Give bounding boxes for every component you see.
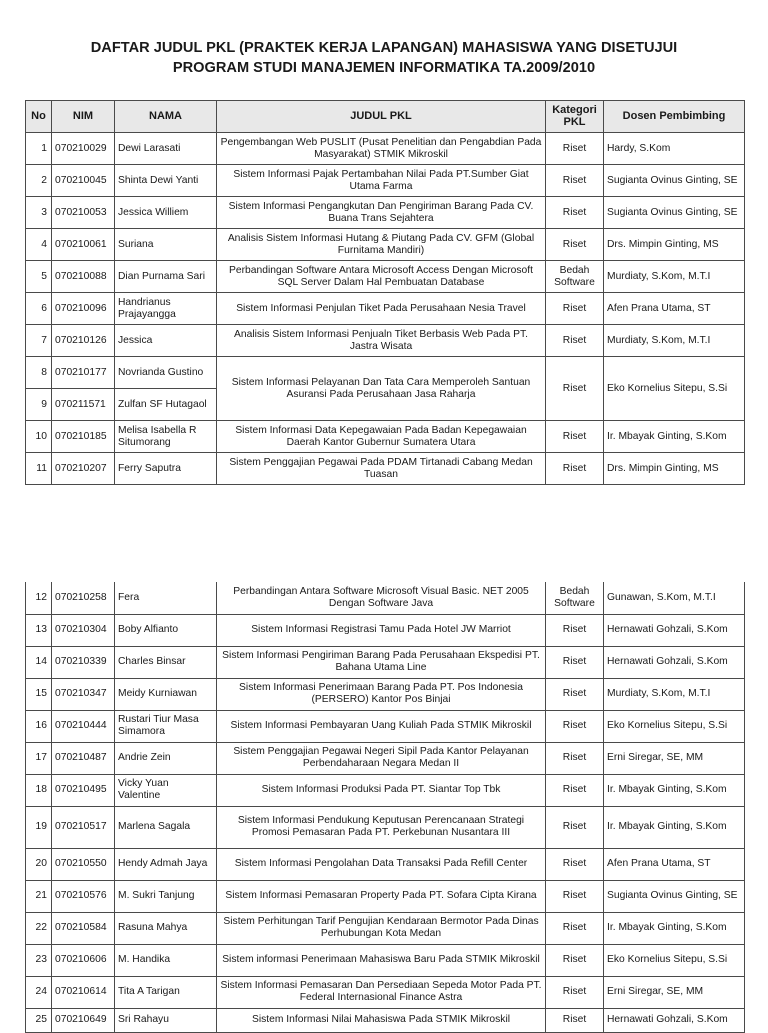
title-line-1: DAFTAR JUDUL PKL (PRAKTEK KERJA LAPANGAN) MAHASISWA YANG DISETUJUI: [90, 40, 678, 56]
row-nama: Dewi Larasati: [115, 133, 217, 165]
row-nim: 070210487: [52, 742, 115, 774]
row-nim: 070210444: [52, 710, 115, 742]
row-nim: 070210606: [52, 944, 115, 976]
row-kategori: Riset: [546, 646, 604, 678]
row-kategori: Riset: [546, 1008, 604, 1032]
row-kategori: Riset: [546, 880, 604, 912]
row-judul: Sistem Informasi Pengiriman Barang Pada Perusahaan Ekspedisi PT. Bahana Utama Line: [217, 646, 546, 678]
row-number: 20: [26, 848, 52, 880]
row-kategori: Riset: [546, 614, 604, 646]
table-row: [26, 229, 745, 261]
row-kategori: Riset: [546, 325, 604, 357]
row-nim: 070210550: [52, 848, 115, 880]
table-header-row: [26, 101, 745, 133]
row-kategori: Riset: [546, 742, 604, 774]
table-row: [26, 133, 745, 165]
row-nama: Melisa Isabella R Situmorang: [115, 421, 217, 453]
row-judul: Sistem Informasi Nilai Mahasiswa Pada STMIK Mikroskil: [217, 1008, 546, 1032]
row-kategori: Bedah Software: [546, 582, 604, 614]
row-nama: M. Sukri Tanjung: [115, 880, 217, 912]
table-row: [26, 582, 745, 614]
row-nim: 070210517: [52, 806, 115, 848]
row-dosen: Ir. Mbayak Ginting, S.Kom: [604, 806, 745, 848]
row-nim: 070210584: [52, 912, 115, 944]
row-dosen: Hernawati Gohzali, S.Kom: [604, 646, 745, 678]
row-judul: Pengembangan Web PUSLIT (Pusat Penelitian dan Pengabdian Pada Masyarakat) STMIK Mikroskil: [217, 133, 546, 165]
row-nama: Sri Rahayu: [115, 1008, 217, 1032]
table-row: [26, 710, 745, 742]
row-kategori: Riset: [546, 912, 604, 944]
row-judul: Sistem Penggajian Pegawai Negeri Sipil Pada Kantor Pelayanan Perbendaharaan Negara Medan II: [217, 742, 546, 774]
row-nama: Rasuna Mahya: [115, 912, 217, 944]
row-dosen: Ir. Mbayak Ginting, S.Kom: [604, 421, 745, 453]
row-nama: Ferry Saputra: [115, 453, 217, 485]
table-row: [26, 944, 745, 976]
row-nim: 070210185: [52, 421, 115, 453]
row-judul: Sistem Penggajian Pegawai Pada PDAM Tirtanadi Cabang Medan Tuasan: [217, 453, 546, 485]
row-nama: Vicky Yuan Valentine: [115, 774, 217, 806]
table-row: [26, 421, 745, 453]
table-row: [26, 912, 745, 944]
row-dosen: Drs. Mimpin Ginting, MS: [604, 453, 745, 485]
row-kategori: Riset: [546, 293, 604, 325]
row-dosen: Sugianta Ovinus Ginting, SE: [604, 880, 745, 912]
row-number: 14: [26, 646, 52, 678]
row-nim: 070210126: [52, 325, 115, 357]
row-number: 10: [26, 421, 52, 453]
row-nim: 070210649: [52, 1008, 115, 1032]
row-judul: Sistem Informasi Registrasi Tamu Pada Hotel JW Marriot: [217, 614, 546, 646]
row-nama: Boby Alfianto: [115, 614, 217, 646]
row-kategori: Riset: [546, 421, 604, 453]
row-dosen: Sugianta Ovinus Ginting, SE: [604, 197, 745, 229]
row-nama: Shinta Dewi Yanti: [115, 165, 217, 197]
row-kategori: Bedah Software: [546, 261, 604, 293]
row-number: 15: [26, 678, 52, 710]
pkl-table-page-2: [25, 582, 745, 1033]
row-judul: Sistem Perhitungan Tarif Pengujian Kendaraan Bermotor Pada Dinas Perhubungan Kota Medan: [217, 912, 546, 944]
row-number: 13: [26, 614, 52, 646]
row-number: 6: [26, 293, 52, 325]
row-judul: Sistem Informasi Pengolahan Data Transaksi Pada Refill Center: [217, 848, 546, 880]
table-row: [26, 742, 745, 774]
row-dosen: Eko Kornelius Sitepu, S.Si: [604, 357, 745, 421]
row-kategori: Riset: [546, 453, 604, 485]
row-judul: Analisis Sistem Informasi Penjualn Tiket Berbasis Web Pada PT. Jastra Wisata: [217, 325, 546, 357]
row-nim: 070210045: [52, 165, 115, 197]
row-judul: Sistem Informasi Pajak Pertambahan Nilai Pada PT.Sumber Giat Utama Farma: [217, 165, 546, 197]
table-row: [26, 614, 745, 646]
row-judul: Sistem Informasi Pembayaran Uang Kuliah Pada STMIK Mikroskil: [217, 710, 546, 742]
document-title: [0, 38, 768, 78]
row-number: 3: [26, 197, 52, 229]
row-number: 11: [26, 453, 52, 485]
table-row: [26, 848, 745, 880]
row-nama: Zulfan SF Hutagaol: [115, 389, 217, 421]
row-nim: 070210207: [52, 453, 115, 485]
row-number: 19: [26, 806, 52, 848]
row-dosen: Erni Siregar, SE, MM: [604, 742, 745, 774]
row-judul: Analisis Sistem Informasi Hutang & Piutang Pada CV. GFM (Global Furnitama Mandiri): [217, 229, 546, 261]
row-nama: Novrianda Gustino: [115, 357, 217, 389]
row-nim: 070210258: [52, 582, 115, 614]
table-row: [26, 774, 745, 806]
row-number: 25: [26, 1008, 52, 1032]
row-number: 22: [26, 912, 52, 944]
row-nim: 070210061: [52, 229, 115, 261]
row-judul: Sistem Informasi Pemasaran Property Pada PT. Sofara Cipta Kirana: [217, 880, 546, 912]
row-nama: Andrie Zein: [115, 742, 217, 774]
row-number: 18: [26, 774, 52, 806]
row-dosen: Eko Kornelius Sitepu, S.Si: [604, 710, 745, 742]
row-dosen: Drs. Mimpin Ginting, MS: [604, 229, 745, 261]
row-nama: M. Handika: [115, 944, 217, 976]
row-judul: Sistem Informasi Pengangkutan Dan Pengiriman Barang Pada CV. Buana Trans Sejahtera: [217, 197, 546, 229]
row-number: 4: [26, 229, 52, 261]
row-nama: Hendy Admah Jaya: [115, 848, 217, 880]
row-dosen: Hardy, S.Kom: [604, 133, 745, 165]
row-dosen: Eko Kornelius Sitepu, S.Si: [604, 944, 745, 976]
row-nama: Suriana: [115, 229, 217, 261]
row-nim: 070210576: [52, 880, 115, 912]
row-nama: Marlena Sagala: [115, 806, 217, 848]
row-number: 24: [26, 976, 52, 1008]
row-nim: 070210495: [52, 774, 115, 806]
row-kategori: Riset: [546, 229, 604, 261]
table-row: [26, 646, 745, 678]
header-nim: NIM: [52, 101, 115, 133]
pkl-table-page-1: [25, 100, 745, 485]
row-judul: Sistem Informasi Pelayanan Dan Tata Cara Memperoleh Santuan Asuransi Pada Perusahaan Jasa Raharja: [217, 357, 546, 421]
row-dosen: Ir. Mbayak Ginting, S.Kom: [604, 774, 745, 806]
row-nim: 070210304: [52, 614, 115, 646]
row-kategori: Riset: [546, 710, 604, 742]
table-row: [26, 325, 745, 357]
row-judul: Sistem Informasi Produksi Pada PT. Siantar Top Tbk: [217, 774, 546, 806]
row-nama: Charles Binsar: [115, 646, 217, 678]
row-dosen: Murdiaty, S.Kom, M.T.I: [604, 261, 745, 293]
table-row: [26, 976, 745, 1008]
table-row: [26, 197, 745, 229]
row-kategori: Riset: [546, 165, 604, 197]
row-number: 7: [26, 325, 52, 357]
table-row: [26, 1008, 745, 1032]
row-number: 23: [26, 944, 52, 976]
row-nama: Dian Purnama Sari: [115, 261, 217, 293]
row-nim: 070211571: [52, 389, 115, 421]
row-kategori: Riset: [546, 133, 604, 165]
row-number: 12: [26, 582, 52, 614]
row-number: 2: [26, 165, 52, 197]
row-kategori: Riset: [546, 976, 604, 1008]
header-judul: JUDUL PKL: [217, 101, 546, 133]
row-dosen: Hernawati Gohzali, S.Kom: [604, 614, 745, 646]
row-judul: Sistem Informasi Pendukung Keputusan Perencanaan Strategi Promosi Pemasaran Pada PT. Perkebunan Nusantara III: [217, 806, 546, 848]
row-number: 8: [26, 357, 52, 389]
row-dosen: Erni Siregar, SE, MM: [604, 976, 745, 1008]
row-dosen: Afen Prana Utama, ST: [604, 293, 745, 325]
row-kategori: Riset: [546, 944, 604, 976]
row-kategori: Riset: [546, 774, 604, 806]
row-kategori: Riset: [546, 197, 604, 229]
row-nama: Fera: [115, 582, 217, 614]
row-nim: 070210339: [52, 646, 115, 678]
row-nama: Jessica Williem: [115, 197, 217, 229]
table-row: [26, 453, 745, 485]
header-kategori: Kategori PKL: [546, 101, 604, 133]
row-nama: Handrianus Prajayangga: [115, 293, 217, 325]
row-nim: 070210177: [52, 357, 115, 389]
row-judul: Perbandingan Software Antara Microsoft Access Dengan Microsoft SQL Server Dalam Hal Pembuatan Database: [217, 261, 546, 293]
row-judul: Sistem informasi Penerimaan Mahasiswa Baru Pada STMIK Mikroskil: [217, 944, 546, 976]
row-nama: Rustari Tiur Masa Simamora: [115, 710, 217, 742]
row-dosen: Hernawati Gohzali, S.Kom: [604, 1008, 745, 1032]
row-nama: Meidy Kurniawan: [115, 678, 217, 710]
row-number: 16: [26, 710, 52, 742]
table-row: [26, 165, 745, 197]
table-row: [26, 261, 745, 293]
row-kategori: Riset: [546, 806, 604, 848]
row-nim: 070210096: [52, 293, 115, 325]
row-judul: Sistem Informasi Pemasaran Dan Persediaan Sepeda Motor Pada PT. Federal Internasional Finance Astra: [217, 976, 546, 1008]
row-number: 9: [26, 389, 52, 421]
row-dosen: Gunawan, S.Kom, M.T.I: [604, 582, 745, 614]
row-number: 17: [26, 742, 52, 774]
row-dosen: Murdiaty, S.Kom, M.T.I: [604, 325, 745, 357]
table-row: [26, 357, 745, 389]
row-kategori: Riset: [546, 848, 604, 880]
header-dosen: Dosen Pembimbing: [604, 101, 745, 133]
row-judul: Sistem Informasi Penjulan Tiket Pada Perusahaan Nesia Travel: [217, 293, 546, 325]
row-kategori: Riset: [546, 678, 604, 710]
row-dosen: Sugianta Ovinus Ginting, SE: [604, 165, 745, 197]
row-dosen: Murdiaty, S.Kom, M.T.I: [604, 678, 745, 710]
row-judul: Sistem Informasi Data Kepegawaian Pada Badan Kepegawaian Daerah Kantor Gubernur Sumatera Utara: [217, 421, 546, 453]
row-judul: Perbandingan Antara Software Microsoft Visual Basic. NET 2005 Dengan Software Java: [217, 582, 546, 614]
row-nim: 070210614: [52, 976, 115, 1008]
table-row: [26, 880, 745, 912]
row-number: 1: [26, 133, 52, 165]
row-nim: 070210029: [52, 133, 115, 165]
row-nama: Jessica: [115, 325, 217, 357]
row-nim: 070210088: [52, 261, 115, 293]
title-line-2: PROGRAM STUDI MANAJEMEN INFORMATIKA TA.2009/2010: [172, 60, 596, 76]
row-number: 21: [26, 880, 52, 912]
row-judul: Sistem Informasi Penerimaan Barang Pada PT. Pos Indonesia (PERSERO) Kantor Pos Binjai: [217, 678, 546, 710]
table-row: [26, 678, 745, 710]
table-row: [26, 293, 745, 325]
row-number: 5: [26, 261, 52, 293]
row-nim: 070210347: [52, 678, 115, 710]
header-no: No: [26, 101, 52, 133]
header-nama: NAMA: [115, 101, 217, 133]
row-nama: Tita A Tarigan: [115, 976, 217, 1008]
row-kategori: Riset: [546, 357, 604, 421]
row-dosen: Afen Prana Utama, ST: [604, 848, 745, 880]
row-nim: 070210053: [52, 197, 115, 229]
table-row: [26, 806, 745, 848]
row-dosen: Ir. Mbayak Ginting, S.Kom: [604, 912, 745, 944]
